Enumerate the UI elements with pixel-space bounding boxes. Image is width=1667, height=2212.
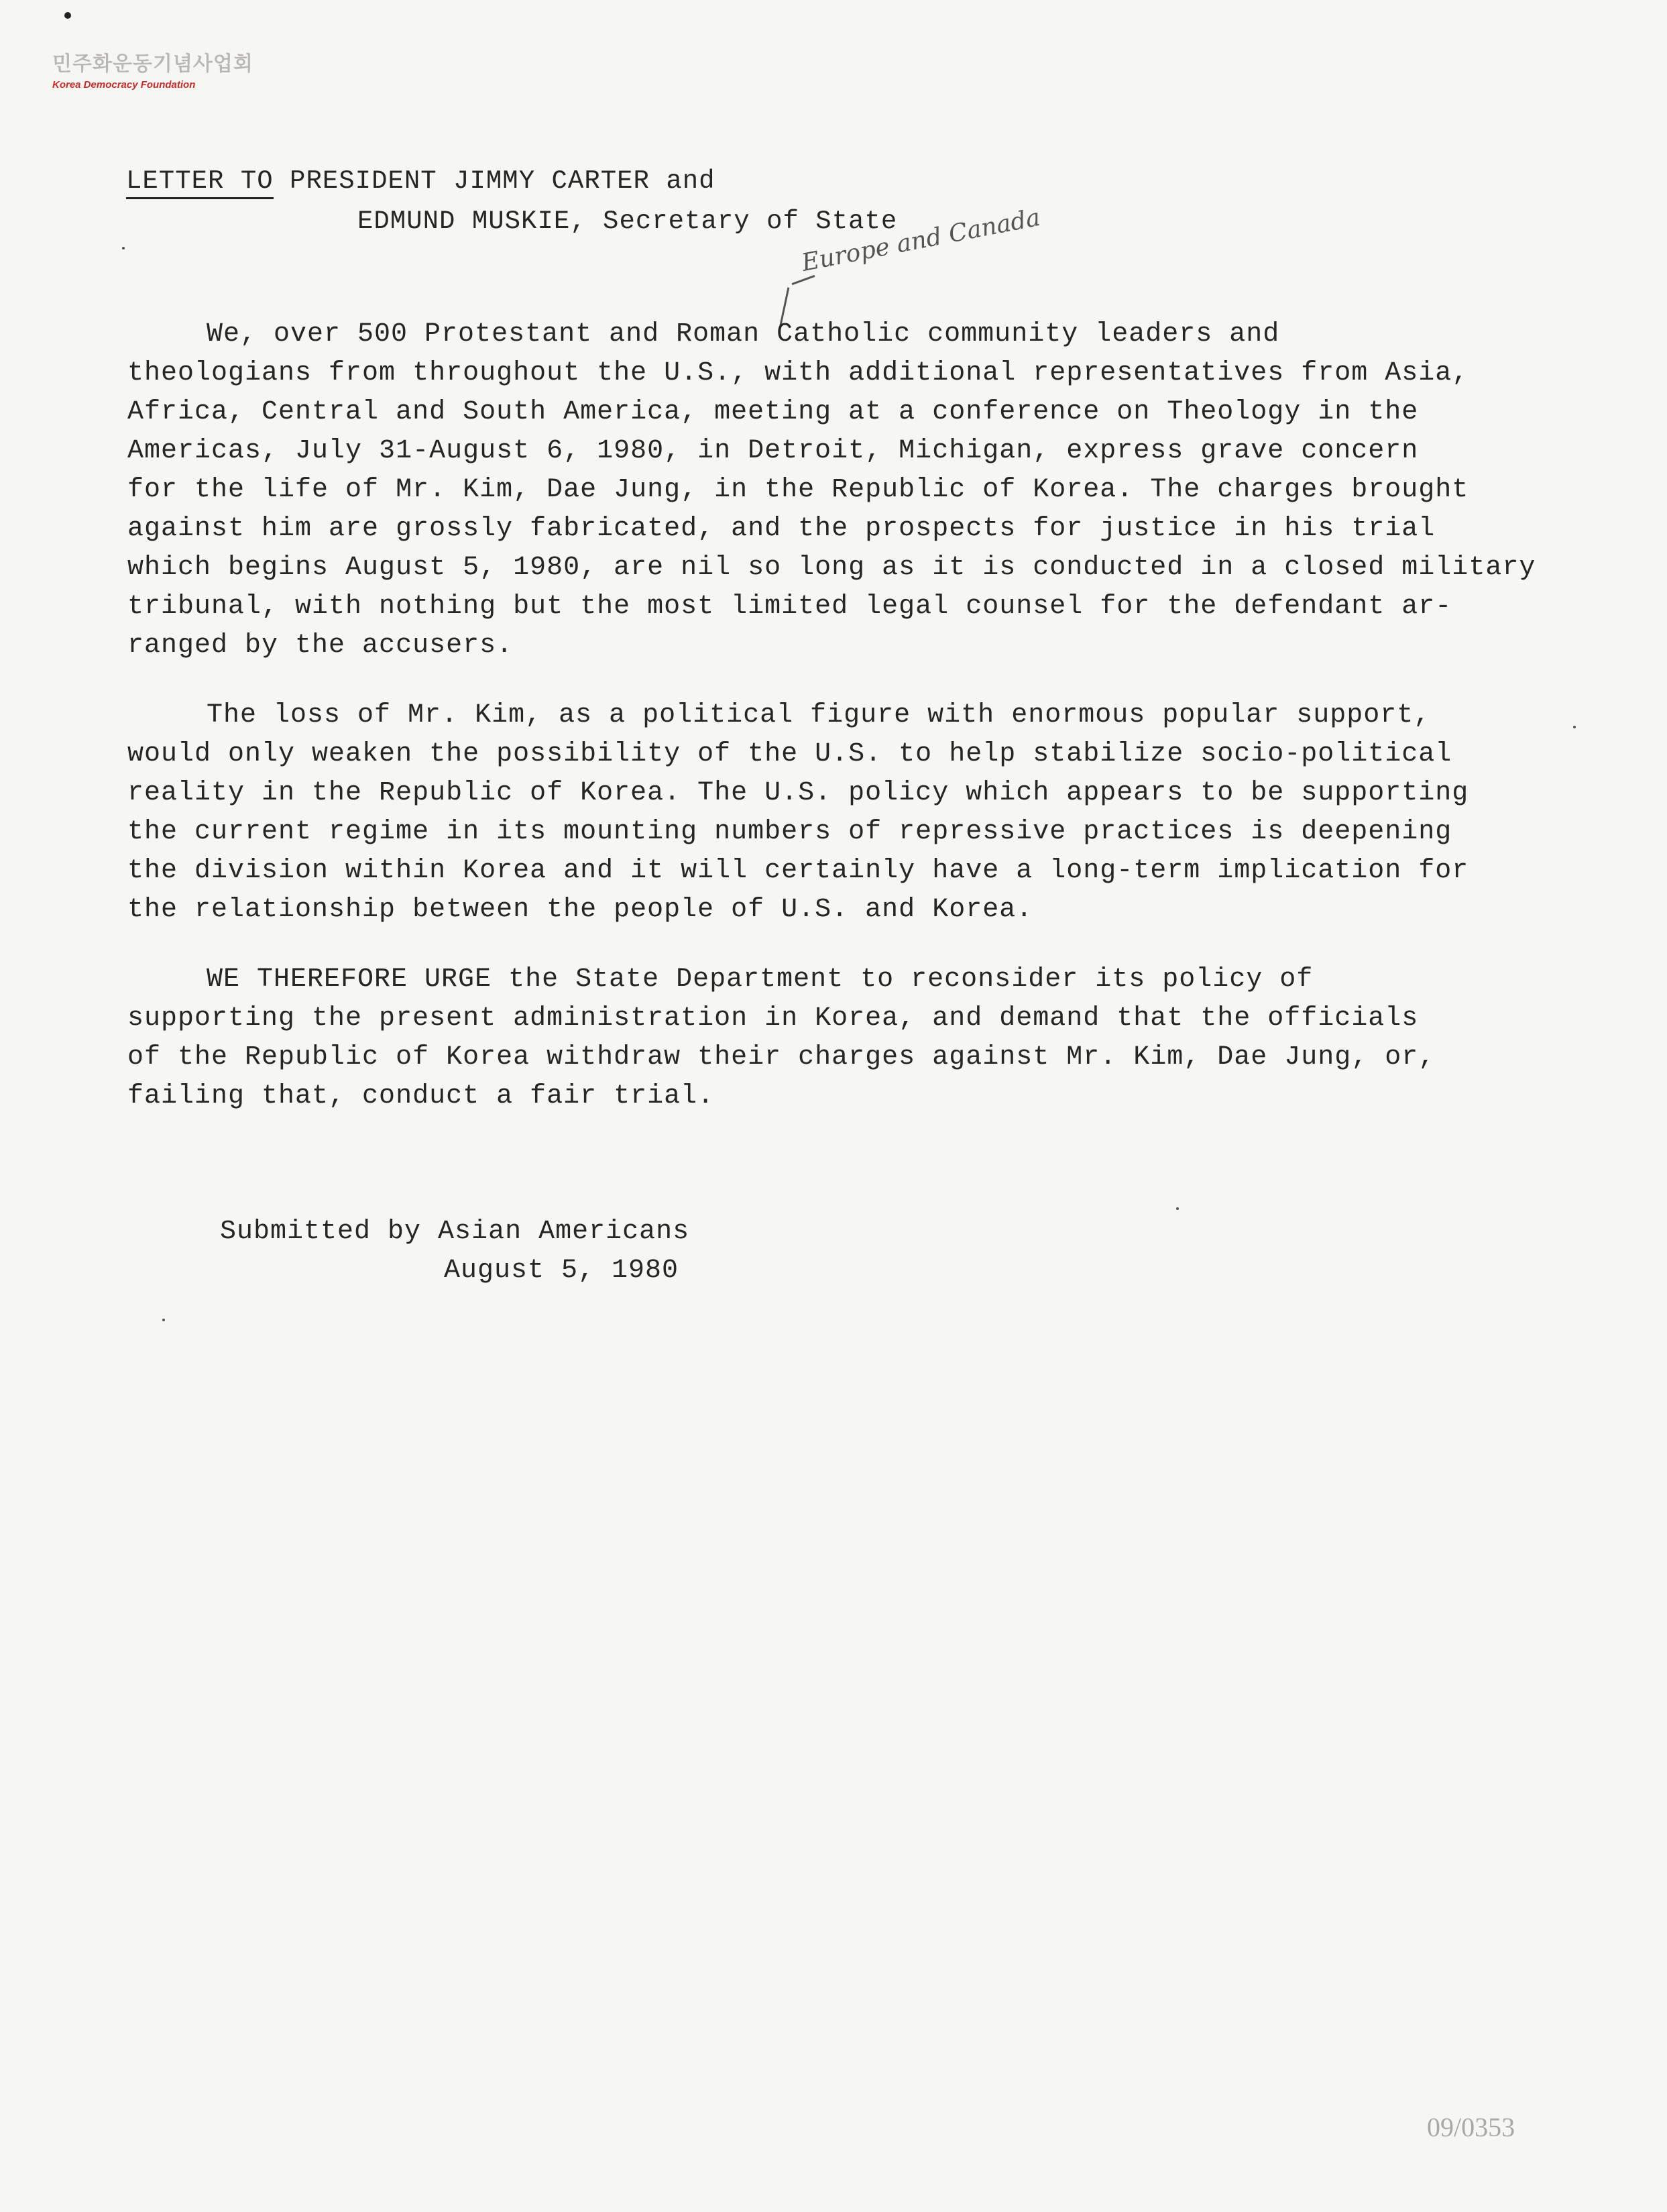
archive-stamp: 09/0353 [1427,2112,1515,2142]
paragraph-line: failing that, conduct a fair trial. [127,1081,715,1111]
paragraph-line: which begins August 5, 1980, are nil so long as it is conducted in a closed military [127,553,1536,583]
ink-speck [1176,1207,1179,1210]
ink-speck [1573,726,1576,728]
paragraph-line: theologians from throughout the U.S., with additional representatives from Asia, [127,358,1469,388]
ink-speck [162,1319,165,1321]
watermark-english: Korea Democracy Foundation [52,79,196,91]
ink-speck [64,12,71,19]
paragraph-line: The loss of Mr. Kim, as a political figure with enormous popular support, [207,700,1431,730]
paragraph-line: against him are grossly fabricated, and the prospects for justice in his trial [127,514,1436,544]
paragraph-line: the current regime in its mounting numbers of repressive practices is deepening [127,817,1452,847]
paragraph-1 [127,315,1562,665]
paragraph-line: tribunal, with nothing but the most limited legal counsel for the defendant ar- [127,592,1452,622]
paragraph-line: for the life of Mr. Kim, Dae Jung, in the Republic of Korea. The charges brought [127,475,1469,505]
title-addressee: PRESIDENT JIMMY CARTER and [273,166,715,196]
paragraph-line: supporting the present administration in Korea, and demand that the officials [127,1003,1419,1034]
signature-block [220,1213,689,1290]
ink-speck [122,247,125,250]
paragraph-line: ranged by the accusers. [127,630,514,661]
signature-date: August 5, 1980 [444,1256,679,1286]
paragraph-line: WE THEREFORE URGE the State Department to reconsider its policy of [207,964,1314,995]
title-line-1 [126,161,897,201]
paragraph-line: Americas, July 31-August 6, 1980, in Detroit, Michigan, express grave concern [127,436,1419,466]
handwritten-annotation: Europe and Canada [799,203,1043,277]
paragraph-3 [127,960,1562,1116]
paragraph-line: the division within Korea and it will certainly have a long-term implication for [127,856,1469,886]
paragraph-line: would only weaken the possibility of the U.S. to help stabilize socio-political [127,739,1452,769]
letter-body [127,315,1562,1116]
title-underlined-text: LETTER TO [126,166,274,199]
title-line-2: EDMUND MUSKIE, Secretary of State [357,207,898,236]
watermark-korean: 민주화운동기념사업회 [52,52,253,76]
paragraph-line: of the Republic of Korea withdraw their charges against Mr. Kim, Dae Jung, or, [127,1042,1436,1072]
paragraph-line: Africa, Central and South America, meeting at a conference on Theology in the [127,397,1419,427]
paragraph-line: the relationship between the people of U.S. and Korea. [127,895,1033,925]
paragraph-2 [127,696,1562,930]
paragraph-line: We, over 500 Protestant and Roman Catholic community leaders and [207,319,1280,349]
handwriting-caret-stroke [792,275,815,285]
submitted-by: Submitted by Asian Americans [220,1217,690,1247]
paragraph-line: reality in the Republic of Korea. The U.S. policy which appears to be supporting [127,778,1469,808]
letter-title [126,161,897,241]
foundation-watermark [52,52,253,91]
